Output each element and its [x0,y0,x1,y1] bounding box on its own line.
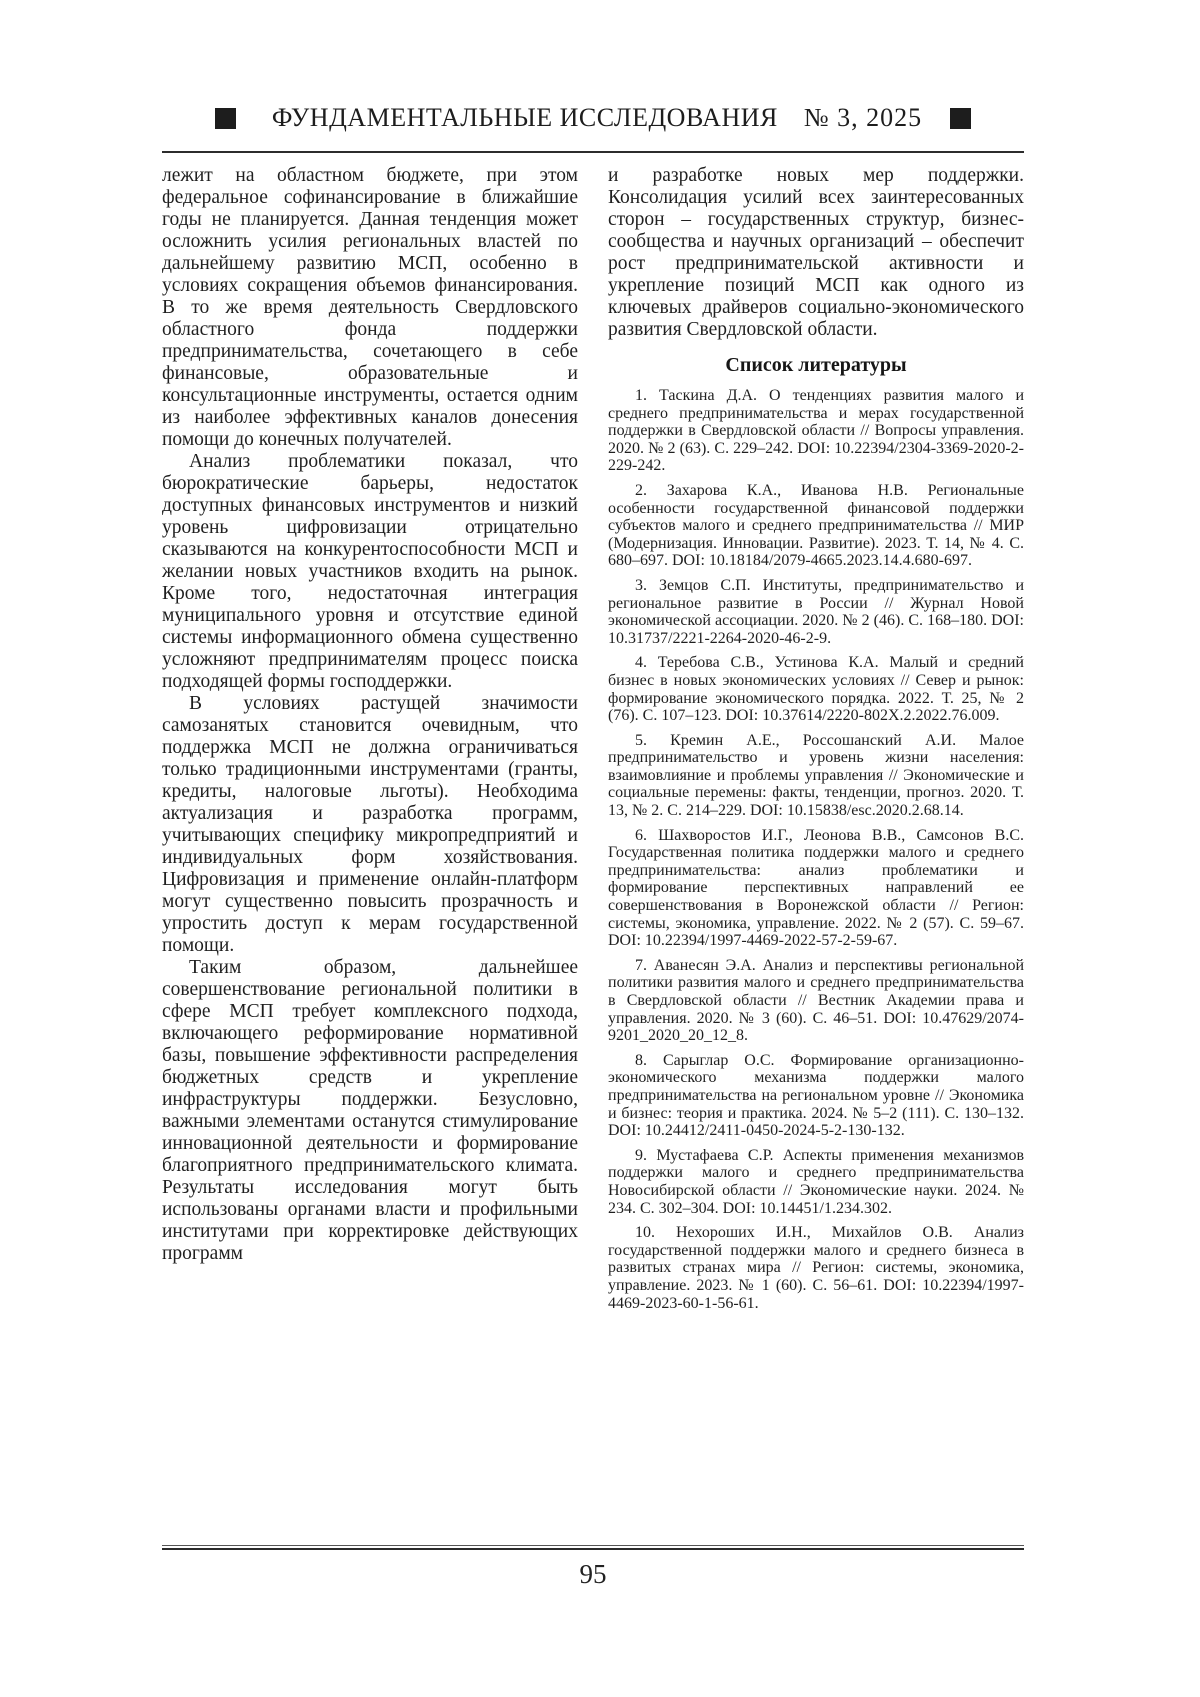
square-marker-icon [950,108,971,129]
reference-item: 1. Таскина Д.А. О тенденциях развития малого и среднего предпринимательства и мерах государственной поддержки в Свердловской области // Вопросы управления. 2020. № 2 (63). С. 229–242. DOI: 10.22394/2304-3369-2020-2-229-242. [608,387,1024,475]
body-paragraph: В условиях растущей значимости самозанятых становится очевидным, что поддержка МСП не должна ограничиваться только традиционными инструментами (гранты, кредиты, налоговые льготы). Необходима актуализация и разработка программ, учитывающих специфику микропредприятий и индивидуальных форм хозяйствования. Цифровизация и применение онлайн-платформ могут существенно повысить прозрачность и упростить доступ к мерам государственной помощи. [162,693,578,956]
reference-item: 3. Земцов С.П. Институты, предпринимательство и региональное развитие в России // Журнал Новой экономической ассоциации. 2020. № 2 (46). С. 168–180. DOI: 10.31737/2221-2264-2020-46-2-9. [608,576,1024,647]
references-heading: Список литературы [725,354,907,376]
footer-rule [162,1545,1024,1550]
reference-item: 2. Захарова К.А., Иванова Н.В. Региональные особенности государственной финансовой поддержки субъектов малого и среднего предпринимательства // МИР (Модернизация. Инновации. Развитие). 2023. Т. 14, № 4. С. 680–697. DOI: 10.18184/2079-4665.2023.14.4.680-697. [608,481,1024,570]
page-content [162,0,1024,1319]
reference-item: 5. Кремин А.Е., Россошанский А.И. Малое предпринимательство и уровень жизни населения: взаимовлияние и проблемы управления // Экономические и социальные перемены: факты, тенденции, прогноз. 2020. Т. 13, № 2. С. 214–229. DOI: 10.15838/esc.2020.2.68.14. [608,731,1024,820]
body-paragraph: Анализ проблематики показал, что бюрократические барьеры, недостаток доступных финансовых инструментов и низкий уровень цифровизации отрицательно сказываются на конкурентоспособности МСП и желании новых участников входить на рынок. Кроме того, недостаточная интеграция муниципального уровня и отсутствие единой системы информационного обмена существенно усложняют предпринимателям процесс поиска подходящей формы господдержки. [162,451,578,692]
reference-item: 6. Шахворостов И.Г., Леонова В.В., Самсонов В.С. Государственная политика поддержки малого и среднего предпринимательства: анализ проблематики и формирование перспективных направлений ее совершенствования в Воронежской области // Регион: системы, экономика, управление. 2022. № 2 (57). С. 59–67. DOI: 10.22394/1997-4469-2022-57-2-59-67. [608,826,1024,950]
reference-item: 8. Сарыглар О.С. Формирование организационно-экономического механизма поддержки малого предпринимательства на региональном уровне // Экономика и бизнес: теория и практика. 2024. № 5–2 (111). С. 130–132. DOI: 10.24412/2411-0450-2024-5-2-130-132. [608,1051,1024,1140]
reference-item: 7. Аванесян Э.А. Анализ и перспективы региональной политики развития малого и среднего предпринимательства в Свердловской области // Вестник Академии права и управления. 2020. № 3 (60). С. 46–51. DOI: 10.47629/2074-9201_2020_20_12_8. [608,956,1024,1045]
reference-item: 10. Нехороших И.Н., Михайлов О.В. Анализ государственной поддержки малого и среднего бизнеса в развитых странах мира // Регион: системы, экономика, управление. 2023. № 1 (60). С. 56–61. DOI: 10.22394/1997-4469-2023-60-1-56-61. [608,1224,1024,1312]
body-paragraph: и разработке новых мер поддержки. Консолидация усилий всех заинтересованных сторон – государственных структур, бизнес-сообщества и научных организаций – обеспечит рост предпринимательской активности и укрепление позиций МСП как одного из ключевых драйверов социально-экономического развития Свердловской области. [608,165,1024,340]
right-column [608,165,1024,1319]
journal-title: ФУНДАМЕНТАЛЬНЫЕ ИССЛЕДОВАНИЯ [271,103,778,132]
body-paragraph: лежит на областном бюджете, при этом федеральное софинансирование в ближайшие годы не планируется. Данная тенденция может осложнить усилия региональных властей по дальнейшему развитию МСП, особенно в условиях сокращения объемов финансирования. В то же время деятельность Свердловского областного фонда поддержки предпринимательства, сочетающего в себе финансовые, образовательные и консультационные инструменты, остается одним из наиболее эффективных каналов донесения помощи до конечных получателей. [162,165,578,450]
two-column-body [162,165,1024,1319]
reference-item: 4. Теребова С.В., Устинова К.А. Малый и средний бизнес в новых экономических условиях // Север и рынок: формирование экономического порядка. 2022. Т. 25, № 2 (76). С. 107–123. DOI: 10.37614/2220-802X.2.2022.76.009. [608,654,1024,725]
running-head [162,103,1024,133]
reference-item: 9. Мустафаева С.Р. Аспекты применения механизмов поддержки малого и среднего предпринимательства Новосибирской области // Экономические науки. 2024. № 234. С. 302–304. DOI: 10.14451/1.234.302. [608,1146,1024,1217]
header-rule [162,151,1024,153]
square-marker-icon [215,108,236,129]
references-list [608,387,1024,1312]
journal-issue: № 3, 2025 [803,103,923,132]
left-column [162,165,578,1319]
body-paragraph: Таким образом, дальнейшее совершенствование региональной политики в сфере МСП требует комплексного подхода, включающего реформирование нормативной базы, повышение эффективности распределения бюджетных средств и укрепление инфраструктуры поддержки. Безусловно, важными элементами останутся стимулирование инновационной деятельности и формирование благоприятного предпринимательского климата. Результаты исследования могут быть использованы органами власти и профильными институтами при корректировке действующих программ [162,957,578,1264]
page-footer [162,1545,1024,1590]
page-number: 95 [579,1558,607,1589]
